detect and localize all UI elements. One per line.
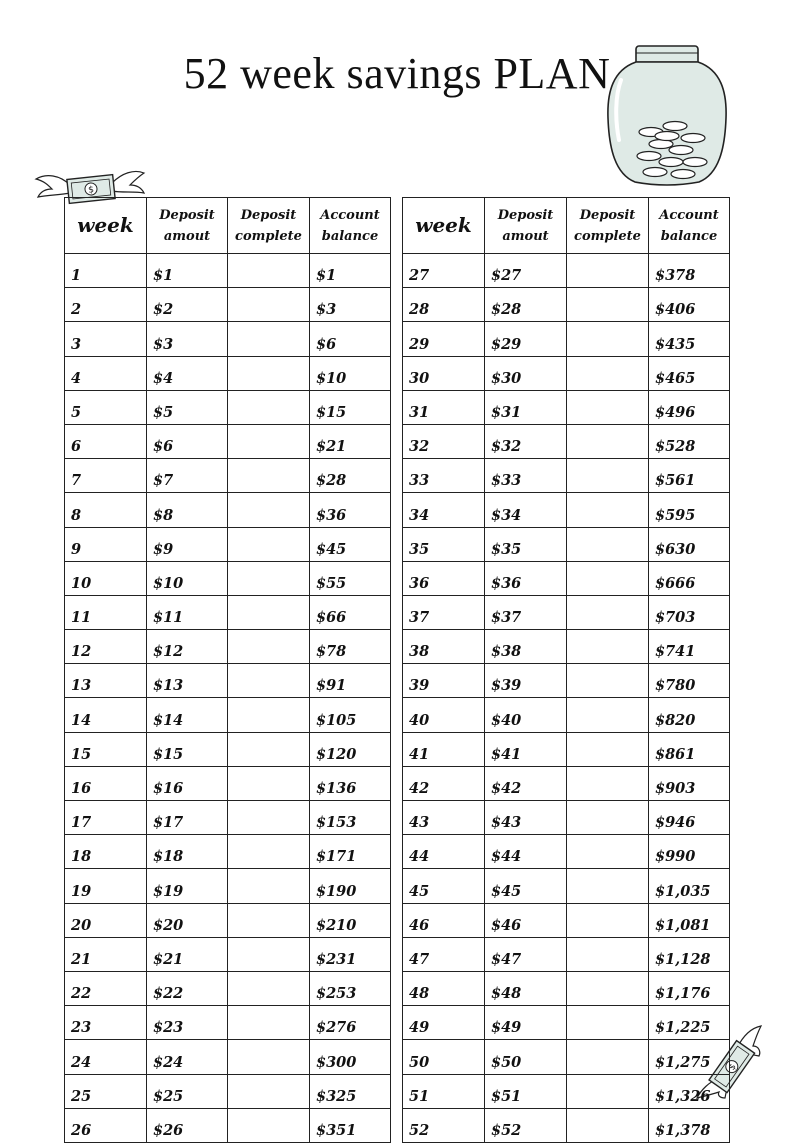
week-cell: 10 — [65, 561, 147, 595]
week-cell: 27 — [403, 254, 485, 288]
week-cell: 52 — [403, 1108, 485, 1142]
week-cell: 36 — [403, 561, 485, 595]
account-balance-cell: $190 — [310, 869, 391, 903]
week-cell: 20 — [65, 903, 147, 937]
account-balance-cell: $351 — [310, 1108, 391, 1142]
table-row — [403, 937, 730, 971]
account-balance-cell: $990 — [649, 835, 730, 869]
account-balance-cell: $703 — [649, 595, 730, 629]
week-cell: 21 — [65, 937, 147, 971]
week-cell: 50 — [403, 1040, 485, 1074]
deposit-complete-checkbox[interactable] — [567, 937, 649, 971]
deposit-complete-checkbox[interactable] — [228, 561, 310, 595]
column-header-deposit-complete: Deposit complete — [228, 198, 310, 254]
table-row — [65, 1074, 391, 1108]
account-balance-cell: $465 — [649, 356, 730, 390]
deposit-amount-cell: $8 — [147, 493, 228, 527]
table-row — [403, 1108, 730, 1142]
account-balance-cell: $91 — [310, 664, 391, 698]
deposit-complete-checkbox[interactable] — [567, 630, 649, 664]
account-balance-cell: $300 — [310, 1040, 391, 1074]
account-balance-cell: $946 — [649, 801, 730, 835]
table-row — [403, 424, 730, 458]
page-title: 52 week savings PLAN — [183, 49, 611, 98]
deposit-amount-cell: $46 — [485, 903, 567, 937]
account-balance-cell: $1,176 — [649, 971, 730, 1005]
savings-jar-icon — [605, 40, 729, 188]
deposit-complete-checkbox[interactable] — [567, 493, 649, 527]
week-cell: 49 — [403, 1006, 485, 1040]
deposit-amount-cell: $40 — [485, 698, 567, 732]
deposit-amount-cell: $16 — [147, 766, 228, 800]
account-balance-cell: $861 — [649, 732, 730, 766]
table-row — [403, 664, 730, 698]
deposit-complete-checkbox[interactable] — [228, 1108, 310, 1142]
deposit-amount-cell: $33 — [485, 459, 567, 493]
deposit-complete-checkbox[interactable] — [567, 1040, 649, 1074]
week-cell: 25 — [65, 1074, 147, 1108]
table-row — [403, 527, 730, 561]
table-row — [65, 698, 391, 732]
account-balance-cell: $171 — [310, 835, 391, 869]
deposit-complete-checkbox[interactable] — [567, 322, 649, 356]
account-balance-cell: $435 — [649, 322, 730, 356]
table-row — [65, 1006, 391, 1040]
account-balance-cell: $496 — [649, 390, 730, 424]
deposit-complete-checkbox[interactable] — [567, 288, 649, 322]
account-balance-cell: $153 — [310, 801, 391, 835]
deposit-complete-checkbox[interactable] — [228, 1040, 310, 1074]
table-row — [65, 390, 391, 424]
week-cell: 41 — [403, 732, 485, 766]
week-cell: 48 — [403, 971, 485, 1005]
table-row — [403, 322, 730, 356]
savings-table-weeks-27-52 — [402, 197, 730, 1143]
deposit-amount-cell: $52 — [485, 1108, 567, 1142]
deposit-complete-checkbox[interactable] — [567, 698, 649, 732]
deposit-amount-cell: $1 — [147, 254, 228, 288]
account-balance-cell: $1,326 — [649, 1074, 730, 1108]
week-cell: 3 — [65, 322, 147, 356]
account-balance-cell: $666 — [649, 561, 730, 595]
table-row — [403, 356, 730, 390]
account-balance-cell: $120 — [310, 732, 391, 766]
deposit-amount-cell: $23 — [147, 1006, 228, 1040]
deposit-complete-checkbox[interactable] — [228, 1074, 310, 1108]
deposit-amount-cell: $10 — [147, 561, 228, 595]
table-row — [403, 1040, 730, 1074]
account-balance-cell: $6 — [310, 322, 391, 356]
week-cell: 6 — [65, 424, 147, 458]
deposit-amount-cell: $51 — [485, 1074, 567, 1108]
account-balance-cell: $1,275 — [649, 1040, 730, 1074]
table-row — [65, 561, 391, 595]
week-cell: 42 — [403, 766, 485, 800]
account-balance-cell: $741 — [649, 630, 730, 664]
week-cell: 1 — [65, 254, 147, 288]
account-balance-cell: $3 — [310, 288, 391, 322]
week-cell: 12 — [65, 630, 147, 664]
deposit-complete-checkbox[interactable] — [228, 322, 310, 356]
week-cell: 7 — [65, 459, 147, 493]
column-header-deposit-amount: Deposit amout — [147, 198, 228, 254]
account-balance-cell: $45 — [310, 527, 391, 561]
week-cell: 5 — [65, 390, 147, 424]
deposit-amount-cell: $28 — [485, 288, 567, 322]
deposit-complete-checkbox[interactable] — [228, 527, 310, 561]
week-cell: 23 — [65, 1006, 147, 1040]
table-row — [65, 937, 391, 971]
table-row — [65, 664, 391, 698]
account-balance-cell: $1 — [310, 254, 391, 288]
account-balance-cell: $1,128 — [649, 937, 730, 971]
deposit-amount-cell: $17 — [147, 801, 228, 835]
table-row — [403, 630, 730, 664]
deposit-complete-checkbox[interactable] — [567, 903, 649, 937]
table-row — [65, 424, 391, 458]
account-balance-cell: $15 — [310, 390, 391, 424]
deposit-complete-checkbox[interactable] — [567, 424, 649, 458]
week-cell: 11 — [65, 595, 147, 629]
week-cell: 45 — [403, 869, 485, 903]
week-cell: 16 — [65, 766, 147, 800]
svg-text:$: $ — [727, 1062, 739, 1073]
week-cell: 26 — [65, 1108, 147, 1142]
deposit-complete-checkbox[interactable] — [228, 835, 310, 869]
deposit-amount-cell: $49 — [485, 1006, 567, 1040]
savings-table-weeks-1-26 — [64, 197, 391, 1143]
table-row — [403, 766, 730, 800]
deposit-amount-cell: $9 — [147, 527, 228, 561]
deposit-complete-checkbox[interactable] — [567, 459, 649, 493]
svg-text:$: $ — [87, 185, 95, 196]
account-balance-cell: $528 — [649, 424, 730, 458]
deposit-complete-checkbox[interactable] — [228, 698, 310, 732]
week-cell: 17 — [65, 801, 147, 835]
table-row — [65, 1040, 391, 1074]
deposit-amount-cell: $42 — [485, 766, 567, 800]
deposit-complete-checkbox[interactable] — [228, 903, 310, 937]
account-balance-cell: $1,378 — [649, 1108, 730, 1142]
week-cell: 31 — [403, 390, 485, 424]
week-cell: 24 — [65, 1040, 147, 1074]
week-cell: 22 — [65, 971, 147, 1005]
column-header-deposit-amount: Deposit amout — [485, 198, 567, 254]
week-cell: 46 — [403, 903, 485, 937]
deposit-complete-checkbox[interactable] — [228, 869, 310, 903]
deposit-complete-checkbox[interactable] — [228, 971, 310, 1005]
deposit-complete-checkbox[interactable] — [567, 801, 649, 835]
deposit-amount-cell: $4 — [147, 356, 228, 390]
account-balance-cell: $55 — [310, 561, 391, 595]
account-balance-cell: $66 — [310, 595, 391, 629]
table-row — [403, 835, 730, 869]
deposit-amount-cell: $50 — [485, 1040, 567, 1074]
deposit-amount-cell: $24 — [147, 1040, 228, 1074]
week-cell: 32 — [403, 424, 485, 458]
table-row — [65, 459, 391, 493]
account-balance-cell: $231 — [310, 937, 391, 971]
deposit-complete-checkbox[interactable] — [228, 732, 310, 766]
deposit-amount-cell: $20 — [147, 903, 228, 937]
deposit-amount-cell: $47 — [485, 937, 567, 971]
deposit-amount-cell: $32 — [485, 424, 567, 458]
account-balance-cell: $903 — [649, 766, 730, 800]
account-balance-cell: $1,081 — [649, 903, 730, 937]
week-cell: 51 — [403, 1074, 485, 1108]
deposit-complete-checkbox[interactable] — [567, 869, 649, 903]
deposit-complete-checkbox[interactable] — [567, 971, 649, 1005]
deposit-amount-cell: $45 — [485, 869, 567, 903]
account-balance-cell: $36 — [310, 493, 391, 527]
week-cell: 4 — [65, 356, 147, 390]
account-balance-cell: $21 — [310, 424, 391, 458]
deposit-amount-cell: $11 — [147, 595, 228, 629]
table-row — [65, 493, 391, 527]
column-header-week: week — [403, 198, 485, 254]
deposit-complete-checkbox[interactable] — [228, 766, 310, 800]
week-cell: 8 — [65, 493, 147, 527]
table-row — [403, 493, 730, 527]
deposit-amount-cell: $35 — [485, 527, 567, 561]
week-cell: 29 — [403, 322, 485, 356]
week-cell: 2 — [65, 288, 147, 322]
table-row — [65, 288, 391, 322]
account-balance-cell: $325 — [310, 1074, 391, 1108]
account-balance-cell: $780 — [649, 664, 730, 698]
deposit-complete-checkbox[interactable] — [567, 732, 649, 766]
deposit-amount-cell: $44 — [485, 835, 567, 869]
deposit-amount-cell: $22 — [147, 971, 228, 1005]
table-row — [65, 732, 391, 766]
deposit-complete-checkbox[interactable] — [567, 835, 649, 869]
deposit-amount-cell: $12 — [147, 630, 228, 664]
deposit-amount-cell: $18 — [147, 835, 228, 869]
deposit-amount-cell: $27 — [485, 254, 567, 288]
deposit-amount-cell: $19 — [147, 869, 228, 903]
table-row — [65, 254, 391, 288]
deposit-amount-cell: $21 — [147, 937, 228, 971]
table-row — [403, 801, 730, 835]
account-balance-cell: $78 — [310, 630, 391, 664]
table-row — [403, 869, 730, 903]
deposit-complete-checkbox[interactable] — [567, 1074, 649, 1108]
deposit-complete-checkbox[interactable] — [228, 356, 310, 390]
deposit-complete-checkbox[interactable] — [567, 527, 649, 561]
table-row — [65, 527, 391, 561]
column-header-account-balance: Account balance — [649, 198, 730, 254]
deposit-complete-checkbox[interactable] — [228, 937, 310, 971]
deposit-amount-cell: $39 — [485, 664, 567, 698]
account-balance-cell: $253 — [310, 971, 391, 1005]
deposit-amount-cell: $43 — [485, 801, 567, 835]
deposit-complete-checkbox[interactable] — [228, 801, 310, 835]
week-cell: 35 — [403, 527, 485, 561]
account-balance-cell: $276 — [310, 1006, 391, 1040]
account-balance-cell: $561 — [649, 459, 730, 493]
deposit-amount-cell: $30 — [485, 356, 567, 390]
deposit-complete-checkbox[interactable] — [228, 493, 310, 527]
deposit-complete-checkbox[interactable] — [567, 1108, 649, 1142]
deposit-complete-checkbox[interactable] — [228, 630, 310, 664]
table-row — [65, 595, 391, 629]
table-row — [65, 1108, 391, 1142]
column-header-account-balance: Account balance — [310, 198, 391, 254]
table-row — [403, 254, 730, 288]
table-row — [65, 801, 391, 835]
deposit-amount-cell: $15 — [147, 732, 228, 766]
deposit-amount-cell: $2 — [147, 288, 228, 322]
table-header-row — [65, 198, 391, 254]
week-cell: 37 — [403, 595, 485, 629]
account-balance-cell: $28 — [310, 459, 391, 493]
deposit-amount-cell: $41 — [485, 732, 567, 766]
week-cell: 44 — [403, 835, 485, 869]
deposit-complete-checkbox[interactable] — [228, 390, 310, 424]
account-balance-cell: $595 — [649, 493, 730, 527]
week-cell: 15 — [65, 732, 147, 766]
week-cell: 30 — [403, 356, 485, 390]
table-row — [65, 971, 391, 1005]
week-cell: 38 — [403, 630, 485, 664]
deposit-complete-checkbox[interactable] — [228, 459, 310, 493]
table-row — [65, 903, 391, 937]
week-cell: 43 — [403, 801, 485, 835]
table-row — [403, 459, 730, 493]
account-balance-cell: $136 — [310, 766, 391, 800]
week-cell: 33 — [403, 459, 485, 493]
deposit-amount-cell: $6 — [147, 424, 228, 458]
account-balance-cell: $630 — [649, 527, 730, 561]
deposit-amount-cell: $25 — [147, 1074, 228, 1108]
account-balance-cell: $210 — [310, 903, 391, 937]
deposit-complete-checkbox[interactable] — [228, 664, 310, 698]
column-header-week: week — [65, 198, 147, 254]
deposit-amount-cell: $36 — [485, 561, 567, 595]
week-cell: 19 — [65, 869, 147, 903]
table-row — [403, 903, 730, 937]
deposit-complete-checkbox[interactable] — [567, 356, 649, 390]
account-balance-cell: $406 — [649, 288, 730, 322]
week-cell: 18 — [65, 835, 147, 869]
deposit-complete-checkbox[interactable] — [567, 254, 649, 288]
account-balance-cell: $105 — [310, 698, 391, 732]
account-balance-cell: $1,035 — [649, 869, 730, 903]
deposit-complete-checkbox[interactable] — [228, 1006, 310, 1040]
deposit-amount-cell: $3 — [147, 322, 228, 356]
table-row — [403, 1006, 730, 1040]
table-row — [403, 1074, 730, 1108]
table-row — [403, 698, 730, 732]
account-balance-cell: $820 — [649, 698, 730, 732]
deposit-complete-checkbox[interactable] — [228, 424, 310, 458]
deposit-amount-cell: $5 — [147, 390, 228, 424]
table-row — [403, 971, 730, 1005]
deposit-complete-checkbox[interactable] — [567, 664, 649, 698]
account-balance-cell: $378 — [649, 254, 730, 288]
table-row — [65, 630, 391, 664]
table-row — [65, 356, 391, 390]
week-cell: 28 — [403, 288, 485, 322]
account-balance-cell: $1,225 — [649, 1006, 730, 1040]
table-row — [403, 288, 730, 322]
table-row — [65, 835, 391, 869]
week-cell: 14 — [65, 698, 147, 732]
column-header-deposit-complete: Deposit complete — [567, 198, 649, 254]
deposit-amount-cell: $38 — [485, 630, 567, 664]
deposit-amount-cell: $7 — [147, 459, 228, 493]
week-cell: 47 — [403, 937, 485, 971]
deposit-amount-cell: $31 — [485, 390, 567, 424]
deposit-complete-checkbox[interactable] — [228, 595, 310, 629]
deposit-complete-checkbox[interactable] — [567, 1006, 649, 1040]
deposit-amount-cell: $48 — [485, 971, 567, 1005]
week-cell: 9 — [65, 527, 147, 561]
table-header-row — [403, 198, 730, 254]
deposit-amount-cell: $34 — [485, 493, 567, 527]
week-cell: 34 — [403, 493, 485, 527]
table-row — [65, 869, 391, 903]
deposit-amount-cell: $26 — [147, 1108, 228, 1142]
deposit-complete-checkbox[interactable] — [228, 254, 310, 288]
table-row — [65, 322, 391, 356]
deposit-amount-cell: $29 — [485, 322, 567, 356]
week-cell: 39 — [403, 664, 485, 698]
deposit-amount-cell: $13 — [147, 664, 228, 698]
deposit-complete-checkbox[interactable] — [567, 561, 649, 595]
deposit-complete-checkbox[interactable] — [228, 288, 310, 322]
table-row — [403, 595, 730, 629]
week-cell: 40 — [403, 698, 485, 732]
table-row — [403, 561, 730, 595]
table-row — [403, 390, 730, 424]
deposit-complete-checkbox[interactable] — [567, 766, 649, 800]
deposit-complete-checkbox[interactable] — [567, 595, 649, 629]
table-row — [403, 732, 730, 766]
week-cell: 13 — [65, 664, 147, 698]
deposit-amount-cell: $14 — [147, 698, 228, 732]
table-row — [65, 766, 391, 800]
account-balance-cell: $10 — [310, 356, 391, 390]
deposit-amount-cell: $37 — [485, 595, 567, 629]
deposit-complete-checkbox[interactable] — [567, 390, 649, 424]
